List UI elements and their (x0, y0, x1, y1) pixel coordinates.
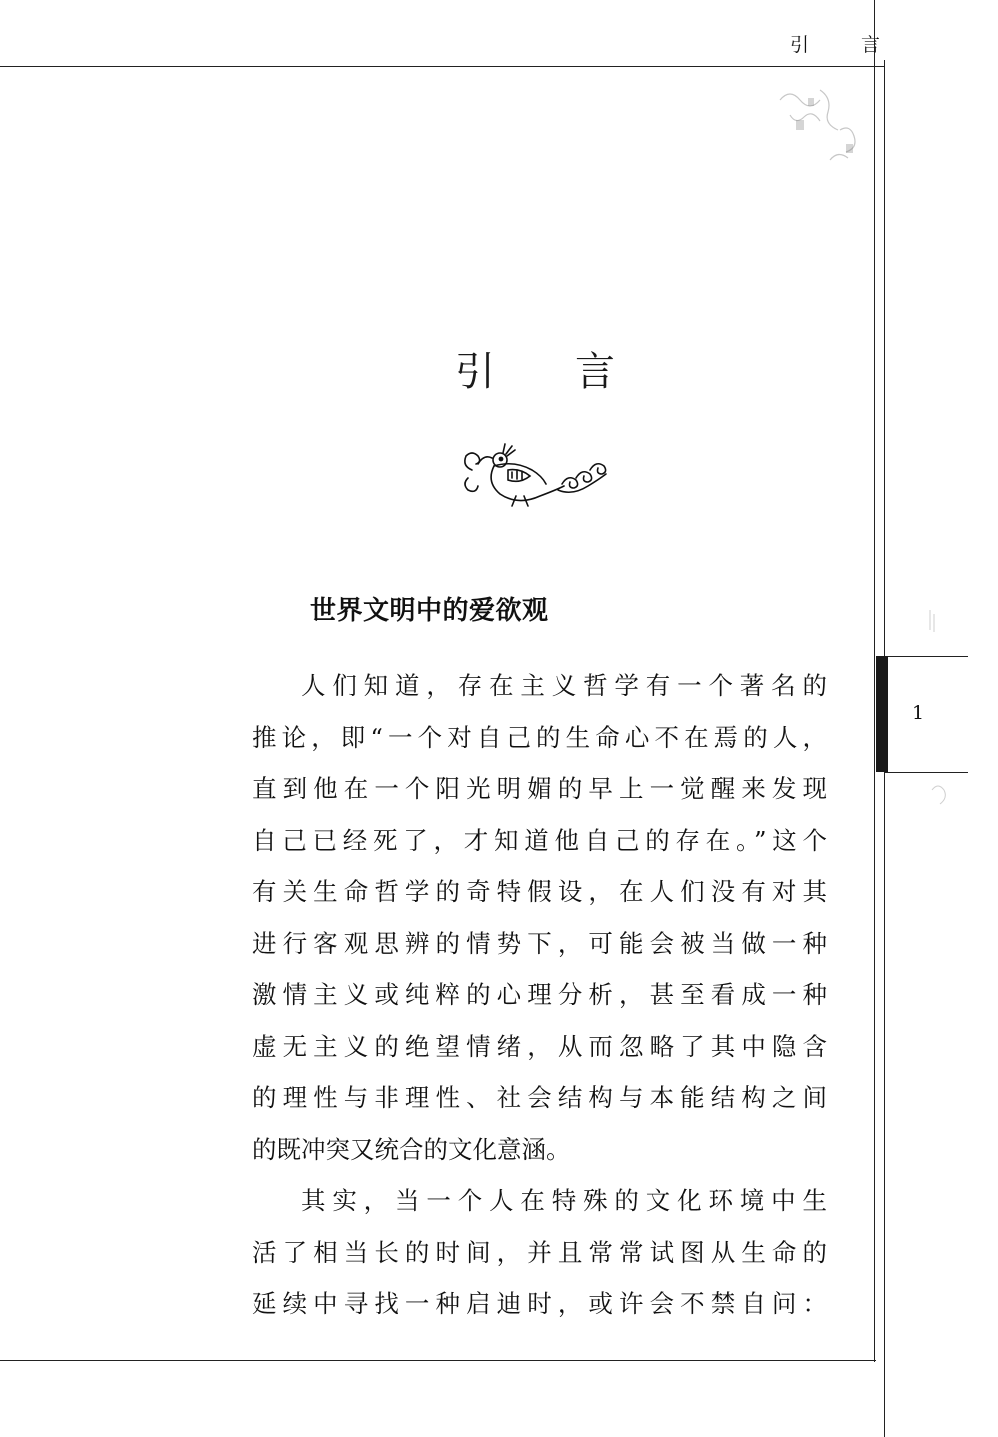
bird-ornament-icon (458, 440, 610, 508)
body-line-8: 虚无主义的绝望情绪，从而忽略了其中隐含 (252, 1031, 827, 1061)
thumb-tab (876, 656, 888, 772)
body-text (252, 660, 827, 1330)
body-line-9: 的理性与非理性、社会结构与本能结构之间 (252, 1083, 827, 1112)
body-line-11: 其实，当一个人在特殊的文化环境中生 (301, 1186, 827, 1215)
body-line-12: 活了相当长的时间，并且常常试图从生命的 (252, 1237, 827, 1267)
section-heading: 世界文明中的爱欲观 (310, 596, 549, 626)
body-line-6: 进行客观思辨的情势下，可能会被当做一种 (252, 928, 827, 958)
body-line-1: 人们知道，存在主义哲学有一个著名的 (301, 671, 827, 700)
corner-ornament-icon (760, 70, 880, 190)
page-edge-outer (874, 0, 875, 1362)
edge-smudge-icon (920, 600, 980, 830)
page-number: 1 (912, 702, 925, 724)
body-line-3: 直到他在一个阳光明媚的早上一觉醒来发现 (252, 774, 827, 803)
header-rule (0, 66, 884, 67)
body-line-5: 有关生命哲学的奇特假设，在人们没有对其 (252, 877, 827, 906)
body-line-4: 自己已经死了，才知道他自己的存在。”这个 (252, 825, 827, 855)
running-header-char-1: 引 (790, 34, 810, 56)
running-header-char-2: 言 (860, 34, 880, 56)
running-header (790, 30, 880, 57)
body-line-7: 激情主义或纯粹的心理分析，甚至看成一种 (252, 980, 827, 1009)
body-line-2: 推论，即“一个对自己的生命心不在焉的人， (252, 722, 827, 752)
chapter-title-char-1: 引 (455, 349, 495, 395)
body-line-13: 延续中寻找一种启迪时，或许会不禁自问： (252, 1289, 827, 1318)
chapter-title-char-2: 言 (575, 349, 615, 395)
footer-rule (0, 1360, 876, 1361)
body-line-10: 的既冲突又统合的文化意涵。 (252, 1134, 571, 1164)
chapter-title (455, 340, 615, 397)
